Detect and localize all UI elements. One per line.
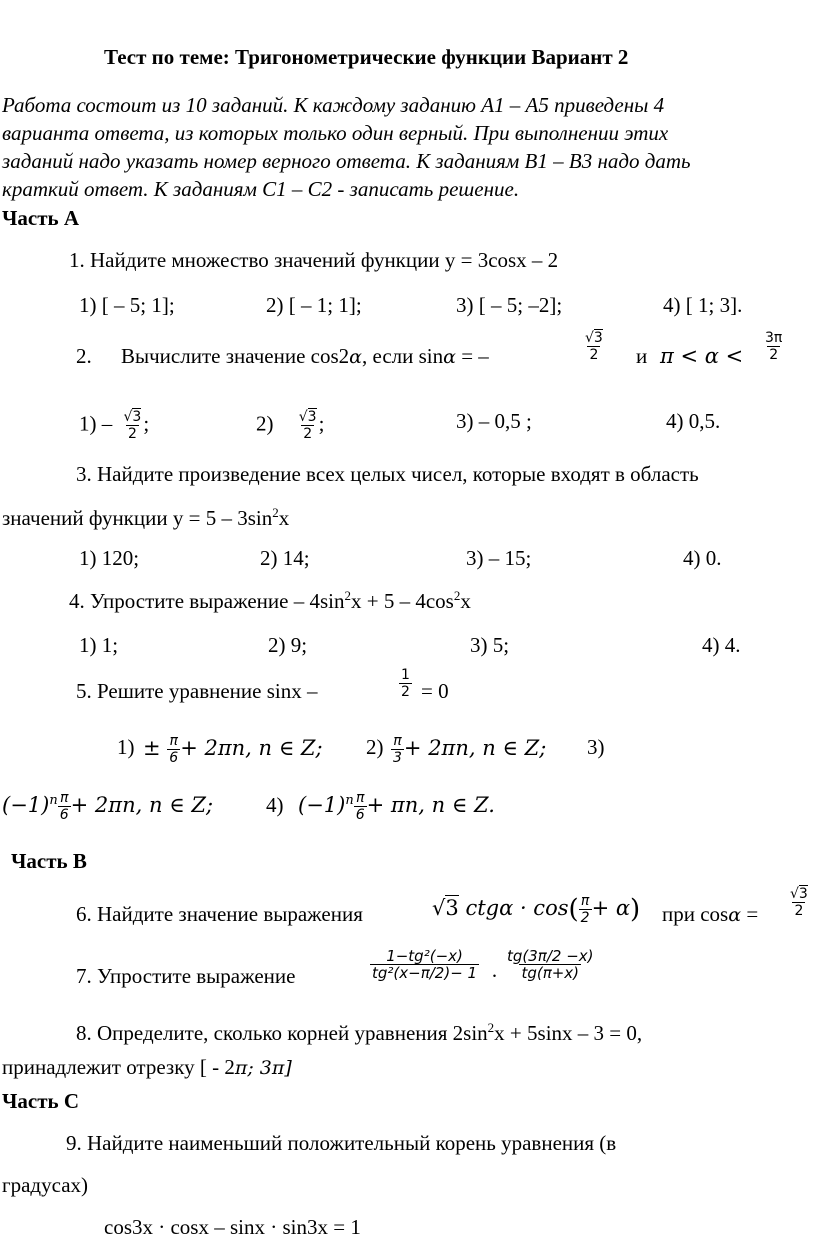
- q2-option-1-label: 1) –: [79, 411, 113, 436]
- q5-opt4-n: n: [345, 793, 354, 808]
- q6-sqrt3: 3: [445, 896, 459, 920]
- q5-num: 1: [401, 667, 410, 683]
- q9-line-1: 9. Найдите наименьший положительный корень уравнения (в: [66, 1131, 617, 1155]
- q4-option-3: 3) 5;: [470, 633, 510, 657]
- q8-line-2-math: π; 3π]: [234, 1057, 292, 1079]
- q1-option-2: 2) [ – 1; 1];: [266, 293, 362, 317]
- q8-line-2: [2, 1055, 292, 1080]
- q6-pi: π: [580, 893, 590, 909]
- q1-option-4: 4) [ 1; 3].: [663, 293, 743, 317]
- q4-end: x: [460, 589, 471, 613]
- q5-option-1: [143, 733, 323, 766]
- q3-line-1: 3. Найдите произведение всех целых чисел, которые входят в область: [76, 462, 699, 486]
- q5-opt4-base: (−1): [298, 793, 346, 817]
- intro-line: заданий надо указать номер верного ответа. К заданиям В1 – В3 надо дать: [2, 149, 691, 173]
- q5-eq0: = 0: [421, 679, 449, 703]
- q2-number: 2.: [76, 344, 92, 368]
- q4-option-2: 2) 9;: [268, 633, 308, 657]
- q5-option-4-label: 4): [266, 793, 284, 817]
- intro-line: Работа состоит из 10 заданий. К каждому заданию А1 – А5 приведены 4: [2, 93, 665, 117]
- q2-option-2: 2) $\frac{√3}{2}$ ;: [256, 409, 325, 442]
- q5-option-1-label: 1): [117, 735, 135, 759]
- q5-opt3-n: n: [49, 793, 58, 808]
- q8-line-2-text: принадлежит отрезку [ - 2: [2, 1055, 235, 1079]
- q2-text-main: Вычислите значение cos2: [121, 344, 350, 368]
- q5-option-3-label: 3): [587, 735, 605, 759]
- q2-upper-bound: [763, 330, 784, 363]
- q5-opt2-pi: π: [393, 733, 402, 749]
- q7-dot: ·: [491, 964, 498, 988]
- q5-option-4: [298, 790, 495, 823]
- q5-opt2-rest: + 2πn, n ∈ Z;: [403, 736, 547, 760]
- q7-f1-den: tg²(x−π/2)− 1: [372, 964, 478, 982]
- q3-option-4: 4) 0.: [683, 546, 722, 570]
- q7-f1-num: 1−tg²(−x): [386, 947, 463, 965]
- q7-f2-num: tg(3π/2 −x): [507, 947, 594, 965]
- q5-opt4-pi: π: [355, 790, 365, 806]
- q2-option-1: 1) – $\frac{√3}{2}$ ;: [79, 409, 150, 442]
- q4-option-4: 4) 4.: [702, 633, 741, 657]
- q3-option-1: 1) 120;: [79, 546, 140, 570]
- q6-text: 6. Найдите значение выражения: [76, 902, 363, 926]
- part-c-heading: Часть С: [2, 1089, 80, 1113]
- q2-opt2-sqrt3: 3: [307, 409, 317, 425]
- q2-two: 2: [769, 347, 779, 363]
- q8-line-1-rest: x + 5sinx – 3 = 0,: [494, 1021, 643, 1045]
- q2-option-4: 4) 0,5.: [666, 409, 721, 433]
- part-a-heading: Часть А: [2, 206, 80, 230]
- intro-line: краткий ответ. К заданиям С1 – С2 - записать решение.: [2, 177, 520, 201]
- q3-line-2: [2, 506, 289, 530]
- q3-line-2-text: значений функции у = 5 – 3sin: [2, 506, 273, 530]
- q6-ctg-cos: ctgα · cos: [465, 896, 569, 920]
- q3-option-3: 3) – 15;: [466, 546, 532, 570]
- intro-line: варианта ответа, из которых только один верный. При выполнении этих: [2, 121, 669, 145]
- q6-value-sqrt3: 3: [798, 886, 808, 902]
- q6-when-text: при cos: [662, 902, 729, 926]
- q2-opt1-semicolon: ;: [143, 411, 150, 436]
- q2-den: 2: [589, 347, 599, 363]
- q5-opt3-six: 6: [59, 807, 69, 823]
- q5-opt1-pi: π: [169, 733, 178, 749]
- q6-expression: √3 ctgα · cos( $\frac{\pi}{2}$ + α): [432, 893, 641, 926]
- part-b-heading: Часть В: [11, 849, 87, 873]
- q1-option-1: 1) [ – 5; 1];: [79, 293, 175, 317]
- q2-text: [121, 344, 489, 369]
- q2-option-3: 3) – 0,5 ;: [456, 409, 532, 433]
- q2-sin-value: $\frac{√3}{2}$: [585, 330, 603, 363]
- q6-when: [662, 902, 758, 927]
- q5-opt4-six: 6: [355, 807, 365, 823]
- q2-and: и: [636, 344, 648, 368]
- q3-sup: 2: [272, 505, 279, 520]
- q9-equation: cos3x · cosx – sinx · sin3x = 1: [104, 1215, 361, 1239]
- q7-text: 7. Упростите выражение: [76, 964, 296, 988]
- q8-line-1-text: 8. Определите, сколько корней уравнения 2sin: [76, 1021, 488, 1045]
- q1-option-3: 3) [ – 5; –2];: [456, 293, 563, 317]
- page-title: Тест по теме: Тригонометрические функции Вариант 2: [104, 45, 629, 69]
- q7-fraction-1: [370, 948, 479, 981]
- q5-opt2-three: 3: [393, 750, 402, 766]
- q2-three-pi: 3π: [765, 330, 783, 346]
- q2-eq-minus: = –: [455, 344, 489, 368]
- q2-if: , если sin: [361, 344, 444, 368]
- q6-value: $\frac{√3}{2}$: [790, 886, 808, 919]
- q7-fraction-2: [505, 948, 596, 981]
- q5-opt3-rest: + 2πn, n ∈ Z;: [70, 793, 214, 817]
- q8-line-1: [76, 1021, 642, 1045]
- q4-text-main: 4. Упростите выражение – 4sin: [69, 589, 345, 613]
- q7-f2-den: tg(π+x): [521, 964, 580, 982]
- q3-option-2: 2) 14;: [260, 546, 310, 570]
- q6-eq: =: [741, 902, 759, 926]
- q4-sup-2: 2: [453, 588, 461, 603]
- q2-interval: π < α <: [660, 344, 744, 368]
- q6-value-den: 2: [794, 903, 804, 919]
- q8-sup: 2: [487, 1020, 495, 1035]
- q2-opt2-den: 2: [303, 426, 313, 442]
- q5-option-2-label: 2): [366, 735, 384, 759]
- intro-paragraph: [2, 91, 691, 203]
- q2-option-2-label: 2): [256, 411, 274, 436]
- q1-text: 1. Найдите множество значений функции у = 3cosx – 2: [69, 248, 559, 272]
- q5-opt1-rest: + 2πn, n ∈ Z;: [180, 736, 323, 760]
- q3-x: x: [278, 506, 290, 530]
- q4-mid: x + 5 – 4cos: [350, 589, 454, 613]
- q5-text: 5. Решите уравнение sinx –: [76, 679, 318, 703]
- q5-opt1-pm: ±: [143, 736, 168, 760]
- q5-fraction: [399, 667, 412, 700]
- q2-alpha-2: α: [443, 346, 456, 368]
- q5-opt4-rest: + πn, n ∈ Z.: [366, 793, 495, 817]
- q5-opt1-six: 6: [169, 750, 179, 766]
- q5-option-3: [2, 790, 213, 823]
- q2-opt1-sqrt3: 3: [132, 409, 142, 425]
- q6-two: 2: [580, 910, 590, 926]
- q2-alpha: α: [349, 346, 362, 368]
- q9-line-2: градусах): [2, 1173, 89, 1197]
- q4-option-1: 1) 1;: [79, 633, 119, 657]
- q4-sup-1: 2: [344, 588, 351, 603]
- q5-option-2: [391, 733, 546, 766]
- q5-opt3-pi: π: [59, 790, 69, 806]
- q2-sqrt3: 3: [593, 330, 603, 346]
- q5-den: 2: [401, 684, 410, 700]
- q2-opt1-den: 2: [127, 426, 137, 442]
- q6-plus-alpha: + α: [591, 896, 631, 920]
- q4-text: [69, 589, 471, 613]
- q6-alpha: α: [728, 904, 742, 926]
- q2-opt2-semicolon: ;: [318, 411, 325, 436]
- q5-opt3-base: (−1): [2, 793, 50, 817]
